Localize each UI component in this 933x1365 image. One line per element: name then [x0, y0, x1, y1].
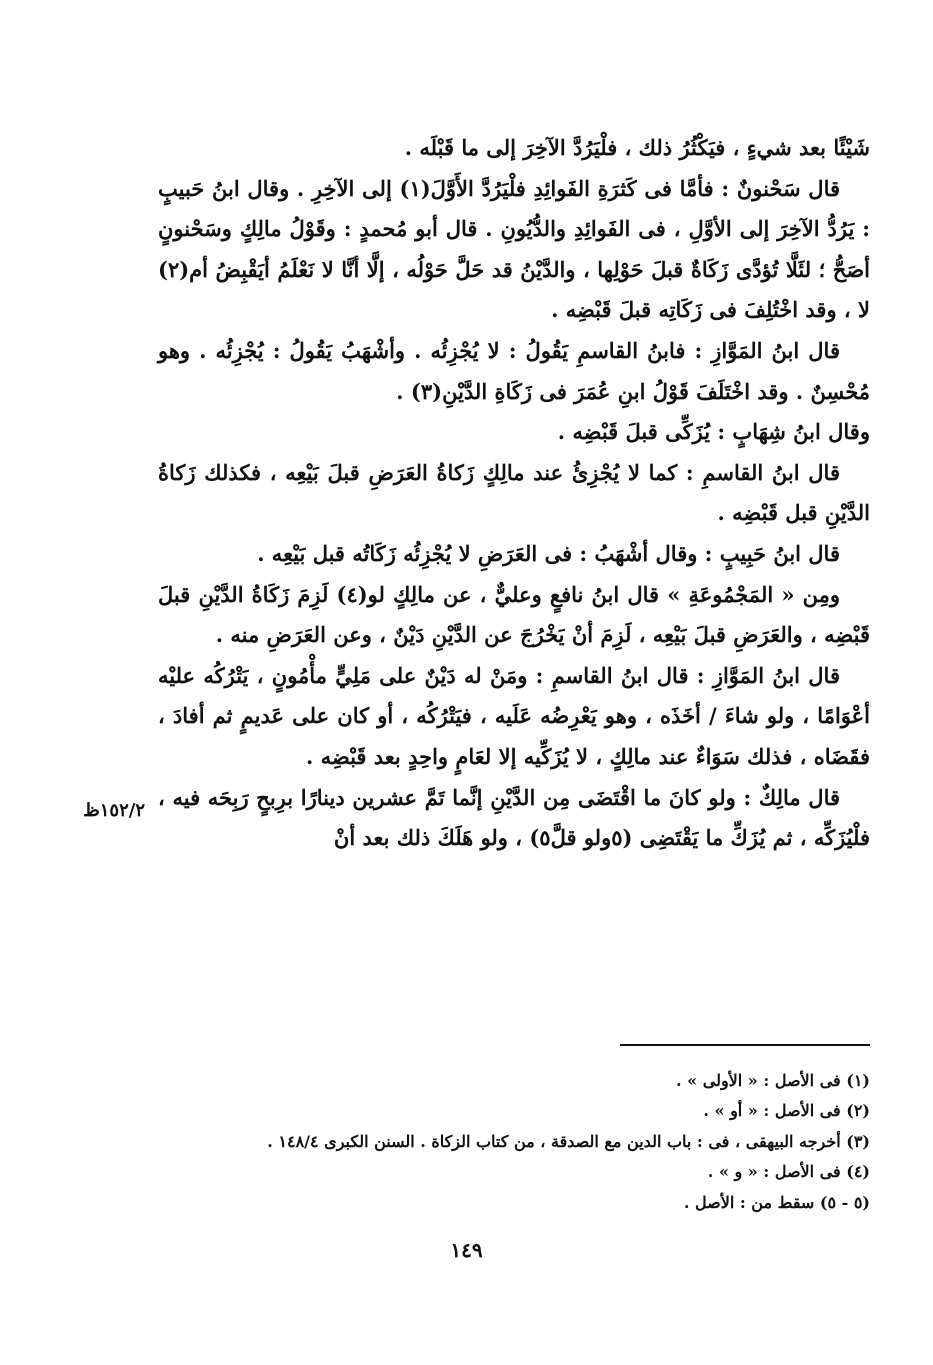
paragraph-7: ومِن « المَجْمُوعَةِ » قال ابنُ نافعٍ وعليٌّ ، عن مالِكٍ لو(٤) لَزِمَ زَكَاةُ الدَّيْنِ قبلَ قَبْضِه ، والعَرَضِ قبلَ بَيْعِه ، لَزِمَ أنْ يَخْرُجَ عن الدَّيْنِ دَيْنٌ ، وعن العَرَضِ منه . [158, 581, 870, 648]
page-number: ١٤٩ [450, 1238, 483, 1262]
footnote-2: (٢) فى الأصل : « أو » . [703, 1101, 870, 1121]
footnote-4: (٤) فى الأصل : « و » . [707, 1162, 870, 1182]
footnote-divider [620, 1044, 870, 1046]
paragraph-8: قال ابنُ المَوَّازِ : قال ابنُ القاسمِ : ومَنْ له دَيْنٌ على مَلِيٍّ مأْمُونٍ ، يَتْرُكُه عليْه أعْوَامًا ، ولو شاءَ / أخَذَه ، وهو يَعْرِضُه عَلَيه ، فيَتْرُكُه ، أو كان على عَديمٍ ثم أفادَ ، فقَضَاه ، فذلك سَوَاءٌ عند مالِكٍ ، لا يُزَكِّيه إلا لعَامٍ واحِدٍ بعد قَبْضِه . [158, 662, 870, 769]
footnote-1: (١) فى الأصل : « الأولى » . [676, 1071, 870, 1090]
footnote-3: (٣) أخرجه البيهقى ، فى : باب الدين مع الصدقة ، من كتاب الزكاة . السنن الكبرى ١٤٨/٤ . [267, 1131, 870, 1151]
paragraph-1: شَيْئًا بعد شيءٍ ، فيَكْثُرُ ذلك ، فلْيَرُدَّ الآخِرَ إلى ما قَبْلَه . [404, 135, 870, 160]
paragraph-5: قال ابنُ القاسمِ : كما لا يُجْزِئُ عند مالِكٍ زَكاةُ العَرَضِ قبلَ بَيْعِه ، فكذلك زَكاةُ الدَّيْنِ قبل قَبْضِه . [158, 459, 870, 526]
paragraph-6: قال ابنُ حَبِيبٍ : وقال أشْهَبُ : فى العَرَضِ لا يُجْزِئُه زَكَاتُه قبل بَيْعِه . [257, 540, 840, 566]
paragraph-9: قال مالِكٌ : ولو كانَ ما اقْتَضَى مِن الدَّيْنِ إنَّما تَمَّ عشرين دينارًا برِبحٍ رَبِحَه فيه ، فلْيُزَكِّه ، ثم يُزَكِّ ما يَقْتَضِى (٥ولو قلَّ٥) ، ولو هَلَكَ ذلك بعد أنْ [158, 784, 870, 851]
paragraph-4: وقال ابنُ شِهَابٍ : يُزَكِّى قبلَ قَبْضِه . [557, 419, 870, 445]
paragraph-3: قال ابنُ المَوَّازِ : فابنُ القاسمِ يَقُولُ : لا يُجْزِئُه . وأشْهَبُ يَقُولُ : يُجْزِئُه . وهو مُحْسِنٌ . وقد اخْتَلَفَ قَوْلُ ابنِ عُمَرَ فى زَكَاةِ الدَّيْنِ(٣) . [158, 337, 870, 404]
footnotes [158, 1066, 870, 1218]
footnote-5: (٥ - ٥) سقط من : الأصل . [683, 1192, 870, 1212]
paragraph-2: قال سَحْنونٌ : فأمَّا فى كَثرَةِ الفَوائِدِ فلْيَرُدَّ الأَوَّلَ(١) إلى الآخِرِ . وقال ابنُ حَبيبٍ : يَرُدُّ الآخِرَ إلى الأوَّلِ ، فى الفَوائِدِ والدُّيُونِ . قال أبو مُحمدٍ : وقَوْلُ مالِكٍ وسَحْنونٍ أصَحُّ ؛ لئَلَّا تُؤدَّى زَكَاةٌ قبلَ حَوْلِها ، والدَّيْنُ قد حَلَّ حَوْلُه ، إلَّا أنَّا لا نَعْلَمُ أيَقْبِضُ أم(٢) لا ، وقد اخْتُلِفَ فى زَكَاتِه قبلَ قَبْضِه . [158, 175, 870, 323]
main-text [158, 128, 870, 859]
margin-reference: ١٥٢/٢ظ [83, 800, 145, 821]
